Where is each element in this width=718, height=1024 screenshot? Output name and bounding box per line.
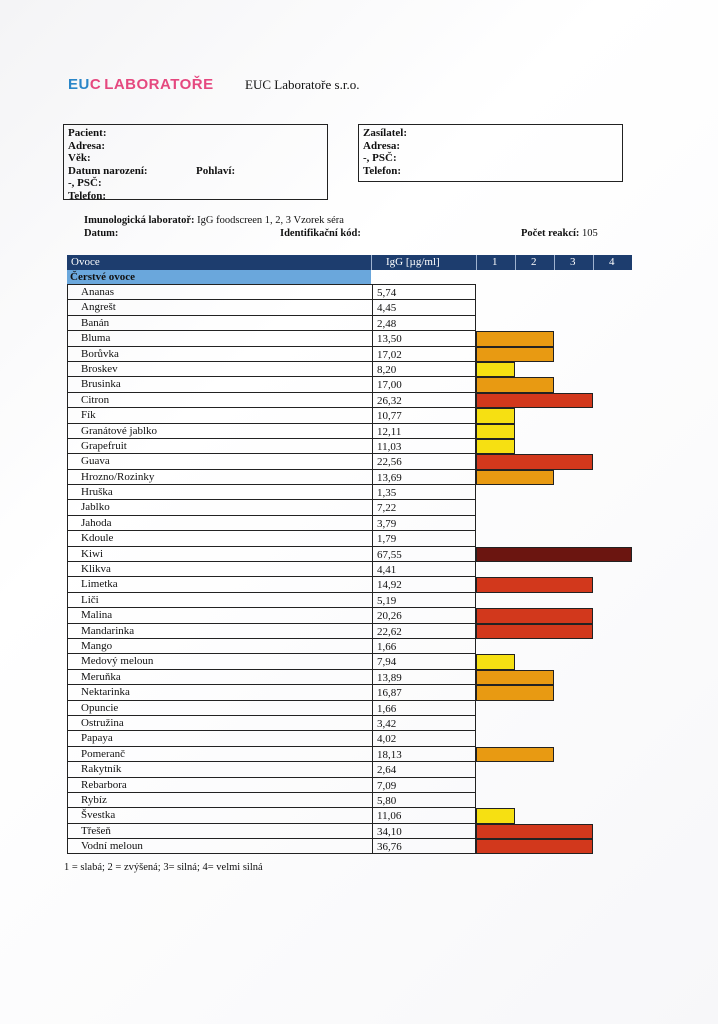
food-name: Nektarinka bbox=[67, 685, 373, 700]
food-name: Citron bbox=[67, 393, 373, 408]
igg-value: 67,55 bbox=[373, 547, 476, 562]
reaction-count bbox=[521, 228, 598, 239]
food-name: Opuncie bbox=[67, 701, 373, 716]
date-label: Datum: bbox=[84, 228, 119, 239]
reaction-level-bar bbox=[476, 439, 515, 454]
reaction-level-bar bbox=[476, 577, 593, 592]
igg-value: 3,79 bbox=[373, 516, 476, 531]
ident-code-label: Identifikační kód: bbox=[280, 228, 361, 239]
food-name: Papaya bbox=[67, 731, 373, 746]
food-name: Hruška bbox=[67, 485, 373, 500]
table-header bbox=[67, 255, 632, 270]
reaction-level-bar bbox=[476, 839, 593, 854]
food-name: Jablko bbox=[67, 500, 373, 515]
col-level-2: 2 bbox=[531, 256, 537, 268]
igg-value: 22,62 bbox=[373, 624, 476, 639]
igg-value: 5,80 bbox=[373, 793, 476, 808]
reaction-level-bar bbox=[476, 685, 554, 700]
food-name: Třešeň bbox=[67, 824, 373, 839]
igg-value: 16,87 bbox=[373, 685, 476, 700]
food-name: Limetka bbox=[67, 577, 373, 592]
igg-value: 7,22 bbox=[373, 500, 476, 515]
food-name: Liči bbox=[67, 593, 373, 608]
food-name: Klikva bbox=[67, 562, 373, 577]
food-name: Kdoule bbox=[67, 531, 373, 546]
food-name: Medový meloun bbox=[67, 654, 373, 669]
address-label: Adresa: bbox=[68, 139, 106, 152]
igg-value: 18,13 bbox=[373, 747, 476, 762]
igg-value: 4,02 bbox=[373, 731, 476, 746]
igg-value: 11,06 bbox=[373, 808, 476, 823]
igg-value: 5,74 bbox=[373, 285, 476, 300]
category-header: Čerstvé ovoce bbox=[67, 270, 371, 284]
col-level-4: 4 bbox=[609, 256, 615, 268]
lab-label: Imunologická laboratoř: bbox=[84, 215, 195, 226]
reaction-level-bar bbox=[476, 608, 593, 623]
igg-value: 8,20 bbox=[373, 362, 476, 377]
igg-value: 12,11 bbox=[373, 424, 476, 439]
food-name: Švestka bbox=[67, 808, 373, 823]
igg-value: 5,19 bbox=[373, 593, 476, 608]
reaction-count-value: 105 bbox=[582, 228, 598, 239]
food-name: Malina bbox=[67, 608, 373, 623]
igg-value: 4,45 bbox=[373, 300, 476, 315]
food-name: Granátové jablko bbox=[67, 424, 373, 439]
food-name: Angrešt bbox=[67, 300, 373, 315]
igg-value: 22,56 bbox=[373, 454, 476, 469]
igg-value: 4,41 bbox=[373, 562, 476, 577]
logo-c: C bbox=[89, 76, 102, 93]
col-level-1: 1 bbox=[492, 256, 498, 268]
lab-line bbox=[84, 215, 344, 226]
igg-value: 10,77 bbox=[373, 408, 476, 423]
igg-value: 11,03 bbox=[373, 439, 476, 454]
igg-value: 26,32 bbox=[373, 393, 476, 408]
col-level-3: 3 bbox=[570, 256, 576, 268]
col-igg-header: IgG [µg/ml] bbox=[386, 256, 440, 268]
food-name: Brusinka bbox=[67, 377, 373, 392]
reaction-level-bar bbox=[476, 393, 593, 408]
zip-label: -, PSČ: bbox=[68, 177, 102, 189]
logo-text bbox=[68, 76, 214, 93]
food-name: Borůvka bbox=[67, 347, 373, 362]
food-name: Rakytník bbox=[67, 762, 373, 777]
igg-value: 17,00 bbox=[373, 377, 476, 392]
reaction-count-label: Počet reakcí: bbox=[521, 228, 580, 239]
food-name: Grapefruit bbox=[67, 439, 373, 454]
reaction-level-bar bbox=[476, 824, 593, 839]
food-name: Rebarbora bbox=[67, 778, 373, 793]
reaction-level-bar bbox=[476, 362, 515, 377]
igg-value: 14,92 bbox=[373, 577, 476, 592]
reaction-level-bar bbox=[476, 654, 515, 669]
reaction-level-bar bbox=[476, 547, 632, 562]
food-name: Banán bbox=[67, 316, 373, 331]
food-name: Rybíz bbox=[67, 793, 373, 808]
age-label: Věk: bbox=[68, 152, 91, 164]
sender-info-box bbox=[358, 124, 623, 182]
food-name: Ostružina bbox=[67, 716, 373, 731]
sex-label: Pohlaví: bbox=[196, 164, 236, 177]
reaction-level-bar bbox=[476, 347, 554, 362]
company-name: EUC Laboratoře s.r.o. bbox=[245, 77, 360, 92]
igg-value: 2,64 bbox=[373, 762, 476, 777]
birthdate-label: Datum narození: bbox=[68, 164, 148, 177]
sender-address-label: Adresa: bbox=[363, 139, 401, 152]
igg-value: 3,42 bbox=[373, 716, 476, 731]
food-name: Meruňka bbox=[67, 670, 373, 685]
euc-logo bbox=[68, 76, 214, 93]
logo-eu: EU bbox=[68, 76, 90, 93]
col-food-header: Ovoce bbox=[71, 256, 100, 268]
igg-value: 36,76 bbox=[373, 839, 476, 854]
reaction-level-bar bbox=[476, 454, 593, 469]
reaction-level-bar bbox=[476, 377, 554, 392]
igg-value: 2,48 bbox=[373, 316, 476, 331]
food-name: Vodní meloun bbox=[67, 839, 373, 854]
igg-value: 1,79 bbox=[373, 531, 476, 546]
igg-value: 1,66 bbox=[373, 639, 476, 654]
igg-value: 7,94 bbox=[373, 654, 476, 669]
igg-value: 13,89 bbox=[373, 670, 476, 685]
igg-value: 7,09 bbox=[373, 778, 476, 793]
food-name: Mango bbox=[67, 639, 373, 654]
food-name: Fík bbox=[67, 408, 373, 423]
igg-value: 13,69 bbox=[373, 470, 476, 485]
food-name: Mandarinka bbox=[67, 624, 373, 639]
logo-laboratore: LABORATOŘE bbox=[104, 76, 214, 93]
lab-value: IgG foodscreen 1, 2, 3 Vzorek séra bbox=[197, 215, 344, 226]
igg-value: 17,02 bbox=[373, 347, 476, 362]
sender-phone-label: Telefon: bbox=[363, 164, 402, 177]
phone-label: Telefon: bbox=[68, 189, 107, 202]
igg-value: 20,26 bbox=[373, 608, 476, 623]
food-name: Bluma bbox=[67, 331, 373, 346]
sender-label: Zasílatel: bbox=[363, 127, 407, 139]
igg-value: 1,66 bbox=[373, 701, 476, 716]
igg-value: 1,35 bbox=[373, 485, 476, 500]
reaction-level-bar bbox=[476, 747, 554, 762]
reaction-level-bar bbox=[476, 408, 515, 423]
legend: 1 = slabá; 2 = zvýšená; 3= silná; 4= velmi silná bbox=[64, 862, 263, 873]
reaction-level-bar bbox=[476, 808, 515, 823]
patient-label: Pacient: bbox=[68, 127, 107, 139]
food-name: Pomeranč bbox=[67, 747, 373, 762]
food-name: Guava bbox=[67, 454, 373, 469]
sender-zip-label: -, PSČ: bbox=[363, 152, 397, 164]
patient-info-box bbox=[63, 124, 328, 200]
reaction-level-bar bbox=[476, 424, 515, 439]
reaction-level-bar bbox=[476, 670, 554, 685]
reaction-level-bar bbox=[476, 624, 593, 639]
food-name: Jahoda bbox=[67, 516, 373, 531]
food-name: Kiwi bbox=[67, 547, 373, 562]
food-name: Hrozno/Rozinky bbox=[67, 470, 373, 485]
food-name: Ananas bbox=[67, 285, 373, 300]
igg-value: 13,50 bbox=[373, 331, 476, 346]
igg-value: 34,10 bbox=[373, 824, 476, 839]
reaction-level-bar bbox=[476, 331, 554, 346]
reaction-level-bar bbox=[476, 470, 554, 485]
food-name: Broskev bbox=[67, 362, 373, 377]
